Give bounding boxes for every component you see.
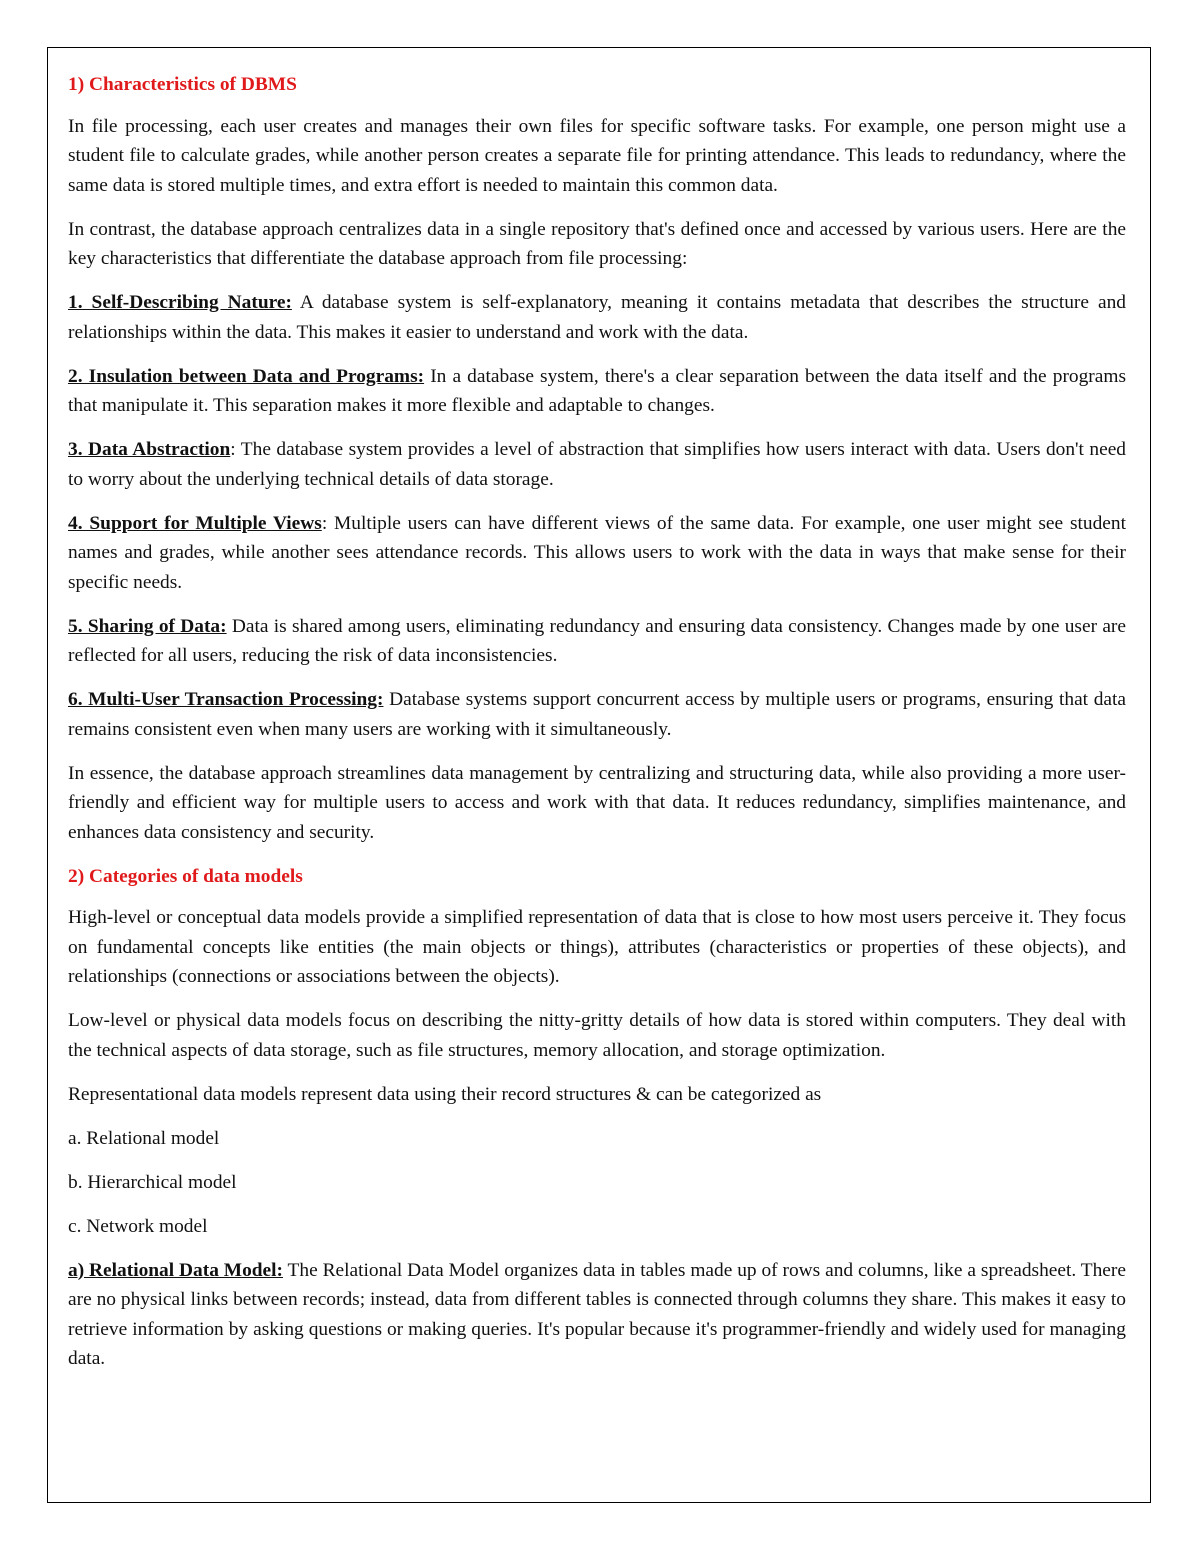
list-item: c. Network model [68, 1215, 208, 1237]
list-item: b. Hierarchical model [68, 1171, 237, 1193]
document-body [68, 70, 1126, 1388]
paragraph: High-level or conceptual data models provide a simplified representation of data that is close to how most users perceive it. They focus on fundamental concepts like entities (the main objects or things), attributes (characteristics or properties of these objects), and relationships (connections or associations between the objects). [68, 907, 1126, 987]
characteristic-item [68, 362, 1126, 421]
characteristic-text: Database systems support concurrent access by multiple users or programs, ensuring that data remains consistent even when many users are working with it simultaneously. [68, 689, 1126, 740]
relational-model-text: The Relational Data Model organizes data in tables made up of rows and columns, like a spreadsheet. There are no physical links between records; instead, data from different tables is connected through columns they share. This makes it easy to retrieve information by asking questions or making queries. It's popular because it's programmer-friendly and widely used for managing data. [68, 1259, 1126, 1369]
paragraph: Low-level or physical data models focus on describing the nitty-gritty details of how data is stored within computers. They deal with the technical aspects of data storage, such as file structures, memory allocation, and storage optimization. [68, 1010, 1126, 1061]
characteristic-term: 2. Insulation between Data and Programs: [68, 365, 425, 387]
characteristic-text: In a database system, there's a clear separation between the data itself and the programs that manipulate it. This separation makes it more flexible and adaptable to changes. [68, 365, 1126, 416]
paragraph: In essence, the database approach streamlines data management by centralizing and structuring data, while also providing a more user-friendly and efficient way for multiple users to access and work with that data. It reduces redundancy, simplifies maintenance, and enhances data consistency and security. [68, 762, 1126, 843]
characteristic-item [68, 612, 1126, 671]
characteristic-text: : The database system provides a level of abstraction that simplifies how users interact with data. Users don't need to worry about the underlying technical details of data storage. [68, 439, 1126, 490]
section-heading: 2) Categories of data models [68, 865, 303, 887]
characteristic-term: 3. Data Abstraction [68, 439, 231, 460]
paragraph: Representational data models represent data using their record structures & can be categorized as [68, 1083, 822, 1105]
paragraph: In contrast, the database approach centralizes data in a single repository that's defined once and accessed by various users. Here are the key characteristics that differentiate the database approach from file processing: [68, 218, 1126, 269]
characteristic-term: 1. Self-Describing Nature: [68, 292, 292, 313]
characteristic-term: 6. Multi-User Transaction Processing: [68, 689, 384, 710]
characteristic-item [68, 509, 1126, 598]
characteristic-text: : Multiple users can have different views of the same data. For example, one user might see student names and grades, while another sees attendance records. This allows users to work with the data in ways that make sense for their specific needs. [68, 512, 1126, 593]
section-heading: 1) Characteristics of DBMS [68, 74, 297, 95]
characteristic-text: A database system is self-explanatory, meaning it contains metadata that describes the structure and relationships within the data. This makes it easier to understand and work with the data. [68, 292, 1126, 343]
characteristic-text: Data is shared among users, eliminating redundancy and ensuring data consistency. Changes made by one user are reflected for all users, reducing the risk of data inconsistencies. [68, 615, 1126, 666]
paragraph: In file processing, each user creates and manages their own files for specific software tasks. For example, one person might use a student file to calculate grades, while another person creates a separate file for printing attendance. This leads to redundancy, where the same data is stored multiple times, and extra effort is needed to maintain this common data. [68, 115, 1126, 196]
list-item: a. Relational model [68, 1127, 220, 1149]
characteristic-item [68, 288, 1126, 347]
characteristic-item [68, 435, 1126, 494]
relational-model-term: a) Relational Data Model: [68, 1259, 284, 1281]
relational-model-paragraph [68, 1256, 1126, 1374]
characteristic-term: 4. Support for Multiple Views [68, 512, 322, 534]
characteristic-term: 5. Sharing of Data: [68, 615, 227, 637]
characteristic-item [68, 685, 1126, 744]
